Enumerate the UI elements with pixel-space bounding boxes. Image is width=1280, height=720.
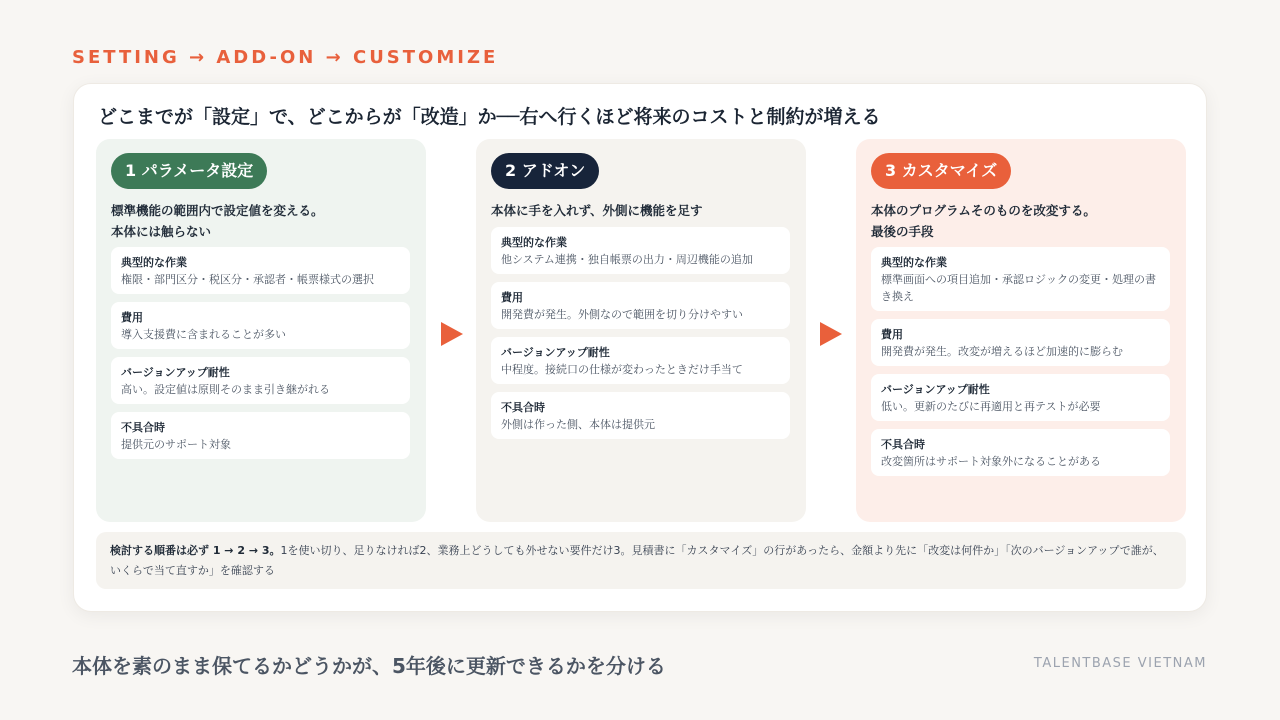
- column-addon: [476, 139, 806, 522]
- list-item: [111, 247, 410, 294]
- list-item: [871, 374, 1170, 421]
- item-text: 改変箇所はサポート対象外になることがある: [881, 455, 1101, 468]
- item-title: 費用: [881, 328, 903, 341]
- takeaway-text: 本体を素のまま保てるかどうかが、5年後に更新できるかを分ける: [72, 654, 666, 678]
- note-text: 1を使い切り、足りなければ2、業務上どうしても外せない要件だけ3。見積書に「カスタマイズ」の行があったら、金額より先に「改変は何件か」「次のバージョンアップで誰が、いくらで当て直すか」を確認する: [110, 544, 1164, 577]
- item-title: 不具合時: [501, 401, 545, 414]
- brand-logo-text: TALENTBASE VIETNAM: [1033, 656, 1207, 671]
- item-text: 標準画面への項目追加・承認ロジックの変更・処理の書き換え: [881, 273, 1156, 303]
- column-description: 本体に手を入れず、外側に機能を足す: [491, 203, 703, 218]
- item-text: 高い。設定値は原則そのまま引き継がれる: [121, 383, 330, 396]
- item-text: 外側は作った側、本体は提供元: [501, 418, 655, 431]
- step-1-pill: 1 パラメータ設定: [111, 153, 267, 189]
- column-description: [111, 200, 416, 242]
- item-title: 典型的な作業: [121, 256, 187, 269]
- list-item: [111, 412, 410, 459]
- guidance-note: [96, 532, 1186, 589]
- list-item: [111, 302, 410, 349]
- desc-line: 最後の手段: [871, 224, 934, 239]
- list-item: [491, 282, 790, 329]
- item-title: バージョンアップ耐性: [881, 383, 990, 396]
- column-parameter-setting: [96, 139, 426, 522]
- arrow-right-icon: [441, 322, 463, 346]
- step-3-pill: 3 カスタマイズ: [871, 153, 1011, 189]
- eyebrow-label: SETTING → ADD-ON → CUSTOMIZE: [72, 47, 499, 68]
- item-title: バージョンアップ耐性: [501, 346, 610, 359]
- item-text: 開発費が発生。外側なので範囲を切り分けやすい: [501, 308, 743, 321]
- item-title: 費用: [121, 311, 143, 324]
- item-text: 導入支援費に含まれることが多い: [121, 328, 286, 341]
- list-item: [871, 247, 1170, 311]
- item-text: 低い。更新のたびに再適用と再テストが必要: [881, 400, 1101, 413]
- item-title: バージョンアップ耐性: [121, 366, 230, 379]
- item-title: 不具合時: [121, 421, 165, 434]
- list-item: [491, 227, 790, 274]
- item-text: 中程度。接続口の仕様が変わったときだけ手当て: [501, 363, 743, 376]
- item-title: 典型的な作業: [881, 256, 947, 269]
- list-item: [871, 319, 1170, 366]
- item-title: 不具合時: [881, 438, 925, 451]
- column-customize: [856, 139, 1186, 522]
- list-item: [491, 392, 790, 439]
- item-text: 提供元のサポート対象: [121, 438, 231, 451]
- arrow-right-icon: [820, 322, 842, 346]
- item-list: [111, 247, 410, 467]
- item-text: 他システム連携・独自帳票の出力・周辺機能の追加: [501, 253, 753, 266]
- item-list: [871, 247, 1170, 484]
- list-item: [871, 429, 1170, 476]
- item-list: [491, 227, 790, 447]
- comparison-card: [73, 83, 1207, 612]
- column-description: [871, 200, 1176, 242]
- item-text: 開発費が発生。改変が増えるほど加速的に膨らむ: [881, 345, 1123, 358]
- desc-line: 標準機能の範囲内で設定値を変える。: [111, 203, 324, 218]
- item-title: 費用: [501, 291, 523, 304]
- item-title: 典型的な作業: [501, 236, 567, 249]
- item-text: 権限・部門区分・税区分・承認者・帳票様式の選択: [121, 273, 374, 286]
- list-item: [111, 357, 410, 404]
- list-item: [491, 337, 790, 384]
- step-2-pill: 2 アドオン: [491, 153, 599, 189]
- desc-line: 本体には触らない: [111, 224, 212, 239]
- desc-line: 本体のプログラムそのものを改変する。: [871, 203, 1096, 218]
- note-emphasis: 検討する順番は必ず 1 → 2 → 3。: [110, 544, 281, 557]
- card-headline: どこまでが「設定」で、どこからが「改造」か──右へ行くほど将来のコストと制約が増える: [98, 106, 881, 128]
